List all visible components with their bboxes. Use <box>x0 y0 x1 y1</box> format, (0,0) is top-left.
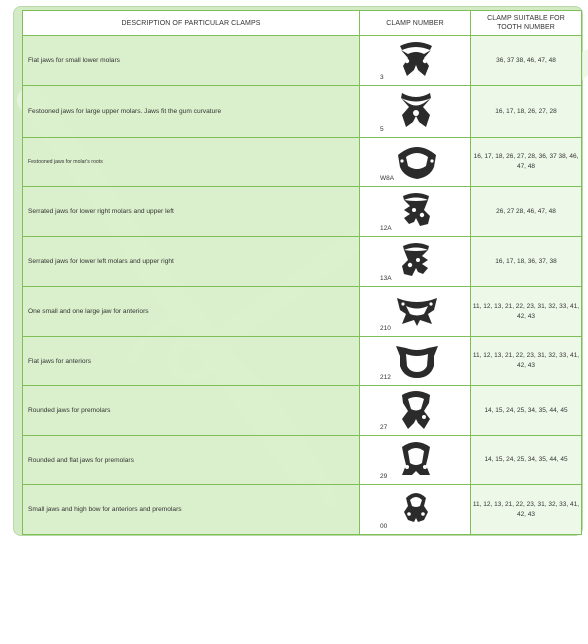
tooth-numbers: 16, 17, 18, 26, 27, 28 <box>471 86 582 138</box>
table-row <box>23 36 582 86</box>
clamp-number: 5 <box>380 126 384 133</box>
clamp-number-cell <box>360 138 471 187</box>
tooth-number-header <box>471 11 582 36</box>
tooth-numbers: 14, 15, 24, 25, 34, 35, 44, 45 <box>471 386 582 436</box>
clamp-number: 29 <box>380 473 388 480</box>
description-header: DESCRIPTION OF PARTICULAR CLAMPS <box>23 11 360 36</box>
clamp-description: Rounded and flat jaws for premolars <box>23 436 360 485</box>
clamp-number: W8A <box>380 175 395 182</box>
clamp-number: 210 <box>380 325 391 332</box>
clamp-210-icon <box>394 290 440 334</box>
clamp-3-icon <box>394 39 438 83</box>
clamp-description: Rounded jaws for premolars <box>23 386 360 436</box>
clamp-number-cell <box>360 337 471 386</box>
tooth-header-line2: TOOTH NUMBER <box>497 24 555 31</box>
clamp-description: Serrated jaws for lower left molars and upper right <box>23 237 360 287</box>
table-row <box>23 436 582 485</box>
clamp-00-icon <box>394 488 438 534</box>
table-row <box>23 187 582 237</box>
clamp-number-cell <box>360 436 471 485</box>
clamp-number: 13A <box>380 275 392 282</box>
tooth-numbers: 14, 15, 24, 25, 34, 35, 44, 45 <box>471 436 582 485</box>
table-row <box>23 287 582 337</box>
table-row <box>23 485 582 535</box>
clamp-number: 212 <box>380 374 391 381</box>
tooth-numbers: 11, 12, 13, 21, 22, 23, 31, 32, 33, 41, 42, 43 <box>471 337 582 386</box>
tooth-numbers: 11, 12, 13, 21, 22, 23, 31, 32, 33, 41, 42, 43 <box>471 287 582 337</box>
clamp-27-icon <box>394 389 438 435</box>
clamp-29-icon <box>394 439 438 485</box>
clamp-number: 3 <box>380 74 384 81</box>
clamp-number-cell <box>360 485 471 535</box>
header-row <box>23 11 582 36</box>
tooth-numbers: 16, 17, 18, 36, 37, 38 <box>471 237 582 287</box>
clamp-number: 27 <box>380 424 388 431</box>
tooth-numbers: 16, 17, 18, 26, 27, 28, 36, 37 38, 46, 47, 48 <box>471 138 582 187</box>
clamp-12a-icon <box>394 190 438 236</box>
clamp-13a-icon <box>394 240 438 286</box>
clamp-description: Festooned jaws for large upper molars. Jaws fit the gum curvature <box>23 86 360 138</box>
clamp-number-cell <box>360 386 471 436</box>
tooth-header-line1: CLAMP SUITABLE FOR <box>487 15 565 22</box>
clamp-number: 00 <box>380 523 388 530</box>
clamp-number-cell <box>360 237 471 287</box>
clamp-description: Flat jaws for anteriors <box>23 337 360 386</box>
clamp-description: Festooned jaws for molar's roots <box>23 138 360 187</box>
tooth-numbers: 36, 37 38, 46, 47, 48 <box>471 36 582 86</box>
clamps-table <box>22 10 582 535</box>
clamp-description: Serrated jaws for lower right molars and upper left <box>23 187 360 237</box>
tooth-numbers: 26, 27 28, 46, 47, 48 <box>471 187 582 237</box>
tooth-numbers: 11, 12, 13, 21, 22, 23, 31, 32, 33, 41, 42, 43 <box>471 485 582 535</box>
clamp-number-cell <box>360 287 471 337</box>
clamp-number-header: CLAMP NUMBER <box>360 11 471 36</box>
clamp-number-cell <box>360 86 471 138</box>
table-row <box>23 237 582 287</box>
table-row <box>23 386 582 436</box>
clamp-number-cell <box>360 36 471 86</box>
table-row <box>23 86 582 138</box>
clamp-number: 12A <box>380 225 392 232</box>
clamp-description: One small and one large jaw for anteriors <box>23 287 360 337</box>
clamp-212-icon <box>394 340 440 384</box>
clamp-5-icon <box>394 89 438 135</box>
clamp-w8a-icon <box>394 141 440 183</box>
clamp-description: Flat jaws for small lower molars <box>23 36 360 86</box>
clamp-number-cell <box>360 187 471 237</box>
clamp-description: Small jaws and high bow for anteriors and premolars <box>23 485 360 535</box>
table-row <box>23 337 582 386</box>
table-row <box>23 138 582 187</box>
